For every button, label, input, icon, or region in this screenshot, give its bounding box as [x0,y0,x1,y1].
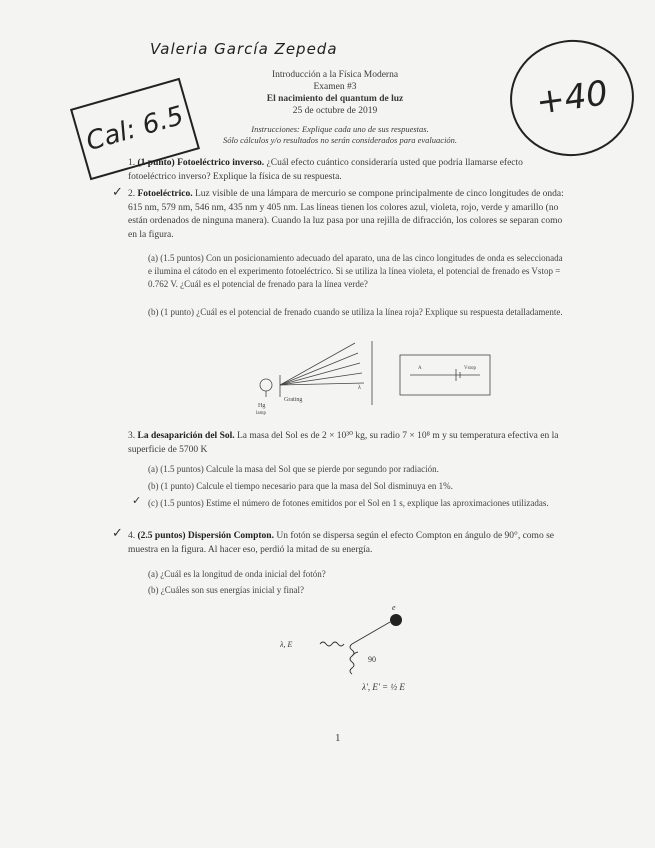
checkmark-icon: ✓ [132,494,142,507]
incoming-photon-wave [320,642,344,646]
score-circle [503,32,642,164]
checkmark-icon: ✓ [112,526,123,541]
question-3-text: La masa del Sol es de 2 × 10³⁰ kg, su radio 7 × 10⁸ m y su temperatura efectiva en la superficie de 5700 K [128,431,559,455]
question-2b-text: (1 punto) ¿Cuál es el potencial de frenado cuando se utiliza la línea roja? Explique su respuesta detalladamente. [160,307,563,317]
question-3 [128,430,568,457]
ammeter-label: A [418,366,422,371]
question-4b [148,584,566,597]
question-2b-label: (b) [148,307,159,317]
question-1-title: (1 punto) Fotoeléctrico inverso. [137,158,265,168]
question-3a-text: (1.5 puntos) Calcule la masa del Sol que se pierde por segundo por radiación. [160,464,439,474]
question-2b [148,306,566,319]
question-2-title: Fotoeléctrico. [137,189,193,199]
question-3b-text: (1 punto) Calcule el tiempo necesario para que la masa del Sol disminuya en 1%. [160,481,453,491]
grating-label: Grating [284,397,303,403]
question-2a [148,252,566,291]
question-3b-label: (b) [148,481,159,491]
photoelectric-figure [250,335,510,415]
question-2a-text: (1.5 puntos) Con un posicionamiento adecuado del aparato, una de las cinco longitudes de onda es seleccionada e ilumina el cátodo en el experimento fotoeléctrico. Si se utiliza la línea violeta, el potencial de frenado es Vstop = 0.762 V. ¿Cuál es el potencial de frenado para la línea verde? [148,253,563,289]
vstop-label: Vstop [464,366,476,371]
scattered-photon-wave [350,644,354,674]
student-name: Valeria García Zepeda [150,40,338,58]
question-2 [128,188,568,242]
incoming-label: λ, E [280,640,293,649]
question-1-number: 1. [128,158,136,168]
compton-figure [280,600,440,700]
question-4a-label: (a) [148,569,158,579]
question-3a-label: (a) [148,464,158,474]
question-4a-text: ¿Cuál es la longitud de onda inicial del fotón? [160,569,326,579]
exam-date: 25 de octubre de 2019 [292,106,378,116]
electron-icon [390,614,402,626]
page-number: 1 [335,732,341,744]
instructions-line1: Instrucciones: Explique cada uno de sus respuestas. [251,124,429,134]
outgoing-label: λ', E' = ½ E [362,682,405,692]
question-1 [128,157,568,184]
question-1-text: ¿Cuál efecto cuántico consideraría usted que podría llamarse efecto fotoeléctrico inverso? Explique la física de su respuesta. [128,158,523,182]
question-4b-text: ¿Cuáles son sus energías inicial y final? [160,585,305,595]
score-text: +40 [533,73,611,123]
question-4-text: Un fotón se dispersa según el efecto Compton en ángulo de 90°, como se muestra en la figura. Al hacer eso, perdió la mitad de su energía. [128,531,554,555]
checkmark-icon: ✓ [112,185,123,200]
question-2-text: Luz visible de una lámpara de mercurio se compone principalmente de cinco longitudes de onda: 615 nm, 579 nm, 546 nm, 435 nm y 405 nm. Las líneas tienen los colores azul, violeta, rojo, verde y amarillo (no están ordenados de ninguna manera). Cuando la luz pasa por una rejilla de difracción, los colores se separan como en la figura. [128,189,564,240]
question-2-number: 2. [128,189,136,199]
lamp-label: Hg [258,403,266,409]
grade-text: Cal: 6.5 [82,100,188,158]
lamp-icon [260,379,272,391]
question-4b-label: (b) [148,585,159,595]
question-4a [148,568,566,581]
lambda-label: λ [358,385,361,391]
question-4 [128,530,568,557]
lamp-label-2: lamp [256,411,266,415]
exam-number: Examen #3 [313,82,357,92]
question-3c [148,497,566,510]
course-title: Introducción a la Física Moderna [271,70,399,80]
question-3a [148,463,566,476]
exam-topic: El nacimiento del quantum de luz [266,94,404,104]
question-3-number: 3. [128,431,136,441]
electron-path [352,622,390,644]
question-3-title: La desaparición del Sol. [137,431,235,441]
question-3b [148,480,566,493]
question-3c-label: (c) [148,498,158,508]
question-3c-text: (1.5 puntos) Estime el número de fotones emitidos por el Sol en 1 s, explique las aproximaciones utilizadas. [160,498,549,508]
question-4-number: 4. [128,531,136,541]
instructions-line2: Sólo cálculos y/o resultados no serán considerados para evaluación. [222,135,458,145]
question-4-title: (2.5 puntos) Dispersión Compton. [137,531,274,541]
question-2a-label: (a) [148,253,158,263]
electron-label: e [392,603,396,612]
angle-label: 90 [368,655,376,664]
